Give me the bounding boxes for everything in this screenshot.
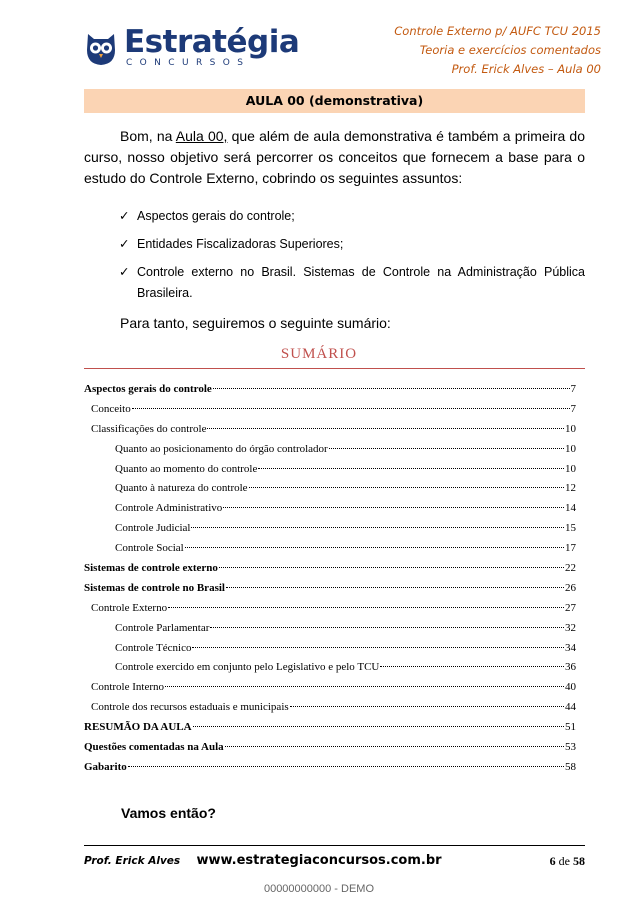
toc-entry-label: Controle exercido em conjunto pelo Legislativo e pelo TCU <box>115 661 380 674</box>
page-number: 6 de 58 <box>549 854 585 868</box>
toc-entry-label: Controle Social <box>115 542 184 555</box>
toc-entry-label: Sistemas de controle no Brasil <box>84 581 225 594</box>
toc-entry-label: Quanto à natureza do controle <box>115 482 248 495</box>
aula-00-link[interactable]: Aula 00, <box>175 128 228 144</box>
toc-entry-page: 22 <box>565 562 576 575</box>
toc-entry[interactable] <box>84 738 576 758</box>
toc-dot-leader <box>380 666 564 667</box>
toc-entry-label: RESUMÃO DA AULA <box>84 721 192 734</box>
toc-entry-page: 51 <box>565 721 576 734</box>
toc-entry-label: Controle Judicial <box>115 522 191 535</box>
toc-dot-leader <box>225 746 564 747</box>
demo-watermark: 00000000000 - DEMO <box>263 883 375 895</box>
header-course-title: Controle Externo p/ AUFC TCU 2015 <box>394 24 601 38</box>
toc-dot-leader <box>193 726 564 727</box>
toc-entry-label: Controle Parlamentar <box>115 621 210 634</box>
toc-dot-leader <box>191 527 564 528</box>
footer-author: Prof. Erick Alves <box>84 855 181 867</box>
checkmark-icon: ✓ <box>119 237 130 251</box>
sumario-divider <box>84 368 585 369</box>
toc-entry-label: Controle Interno <box>91 681 165 694</box>
closing-text: Vamos então? <box>121 805 216 821</box>
table-of-contents <box>84 380 576 778</box>
toc-dot-leader <box>258 468 564 469</box>
toc-entry[interactable] <box>84 460 576 480</box>
topics-list <box>119 206 585 311</box>
toc-entry[interactable] <box>84 619 576 639</box>
toc-entry-page: 34 <box>565 641 576 654</box>
logo-wordmark: Estratégia <box>124 24 300 60</box>
toc-entry-page: 27 <box>565 601 576 614</box>
toc-entry-label: Aspectos gerais do controle <box>84 383 212 395</box>
toc-dot-leader <box>329 448 564 449</box>
toc-entry-label: Classificações do controle <box>91 422 207 435</box>
toc-dot-leader <box>210 627 564 628</box>
toc-dot-leader <box>213 388 570 389</box>
toc-entry-page: 7 <box>570 383 576 395</box>
header-course-info <box>394 22 601 79</box>
checkmark-icon: ✓ <box>119 209 130 223</box>
toc-entry-label: Controle Administrativo <box>115 502 223 515</box>
toc-entry-page: 10 <box>565 462 576 475</box>
toc-entry-page: 10 <box>565 442 576 455</box>
sumario-heading: SUMÁRIO <box>280 346 358 362</box>
header-professor: Prof. Erick Alves – Aula 00 <box>451 62 601 76</box>
toc-entry[interactable] <box>84 658 576 678</box>
toc-dot-leader <box>165 686 564 687</box>
toc-entry-page: 36 <box>565 661 576 674</box>
toc-entry-page: 17 <box>565 542 576 555</box>
toc-dot-leader <box>223 507 564 508</box>
toc-entry[interactable] <box>84 579 576 599</box>
toc-entry[interactable] <box>84 440 576 460</box>
toc-entry-label: Sistemas de controle externo <box>84 562 218 575</box>
toc-entry[interactable] <box>84 380 576 400</box>
toc-entry-label: Conceito <box>91 402 131 415</box>
toc-entry-page: 53 <box>565 741 576 754</box>
toc-dot-leader <box>207 428 564 429</box>
logo-subtitle: CONCURSOS <box>126 58 251 68</box>
footer-divider <box>84 845 585 846</box>
intro-paragraph: Bom, na Aula 00, que além de aula demonstrativa é também a primeira do curso, nosso objetivo será percorrer os conceitos que fornecem a base para o estudo do Controle Externo, cobrindo os seguintes assuntos: <box>84 128 585 186</box>
toc-entry-page: 40 <box>565 681 576 694</box>
toc-dot-leader <box>192 647 564 648</box>
list-item: ✓ Entidades Fiscalizadoras Superiores; <box>119 234 585 255</box>
estrategia-logo <box>84 24 300 70</box>
toc-entry[interactable] <box>84 599 576 619</box>
toc-entry[interactable] <box>84 420 576 440</box>
toc-entry-page: 14 <box>565 502 576 515</box>
toc-entry-page: 44 <box>565 701 576 714</box>
toc-entry-label: Gabarito <box>84 760 127 773</box>
checkmark-icon: ✓ <box>119 265 130 279</box>
list-item: ✓ Aspectos gerais do controle; <box>119 206 585 227</box>
toc-entry[interactable] <box>84 758 576 778</box>
toc-entry-label: Controle dos recursos estaduais e municipais <box>91 701 289 714</box>
footer-website-link[interactable]: www.estrategiaconcursos.com.br <box>196 853 442 868</box>
toc-entry[interactable] <box>84 639 576 659</box>
toc-entry[interactable] <box>84 559 576 579</box>
toc-entry[interactable] <box>84 718 576 738</box>
toc-entry-page: 7 <box>570 402 576 415</box>
toc-entry-label: Controle Técnico <box>115 641 192 654</box>
toc-entry[interactable] <box>84 519 576 539</box>
lesson-banner: AULA 00 (demonstrativa) <box>84 89 585 113</box>
toc-entry[interactable] <box>84 678 576 698</box>
toc-entry-label: Controle Externo <box>91 601 168 614</box>
toc-entry[interactable] <box>84 539 576 559</box>
toc-entry-page: 15 <box>565 522 576 535</box>
toc-entry-page: 32 <box>565 621 576 634</box>
toc-entry-page: 26 <box>565 581 576 594</box>
toc-dot-leader <box>249 487 564 488</box>
toc-dot-leader <box>219 567 564 568</box>
toc-entry-page: 12 <box>565 482 576 495</box>
toc-entry-page: 58 <box>565 760 576 773</box>
owl-logo-icon <box>84 30 118 66</box>
toc-dot-leader <box>168 607 564 608</box>
header-course-subtitle: Teoria e exercícios comentados <box>419 43 601 57</box>
toc-entry[interactable] <box>84 499 576 519</box>
toc-entry-label: Quanto ao momento do controle <box>115 462 258 475</box>
list-item: ✓ Controle externo no Brasil. Sistemas de Controle na Administração Pública Brasileira. <box>119 262 585 304</box>
toc-entry[interactable] <box>84 400 576 420</box>
toc-dot-leader <box>226 587 564 588</box>
toc-entry-page: 10 <box>565 422 576 435</box>
toc-dot-leader <box>132 408 570 409</box>
toc-dot-leader <box>128 766 564 767</box>
toc-dot-leader <box>290 706 564 707</box>
toc-entry[interactable] <box>84 479 576 499</box>
toc-entry-label: Questões comentadas na Aula <box>84 741 224 754</box>
toc-entry[interactable] <box>84 698 576 718</box>
sumario-intro: Para tanto, seguiremos o seguinte sumário: <box>120 315 391 331</box>
toc-entry-label: Quanto ao posicionamento do órgão controlador <box>115 442 328 455</box>
toc-dot-leader <box>185 547 564 548</box>
